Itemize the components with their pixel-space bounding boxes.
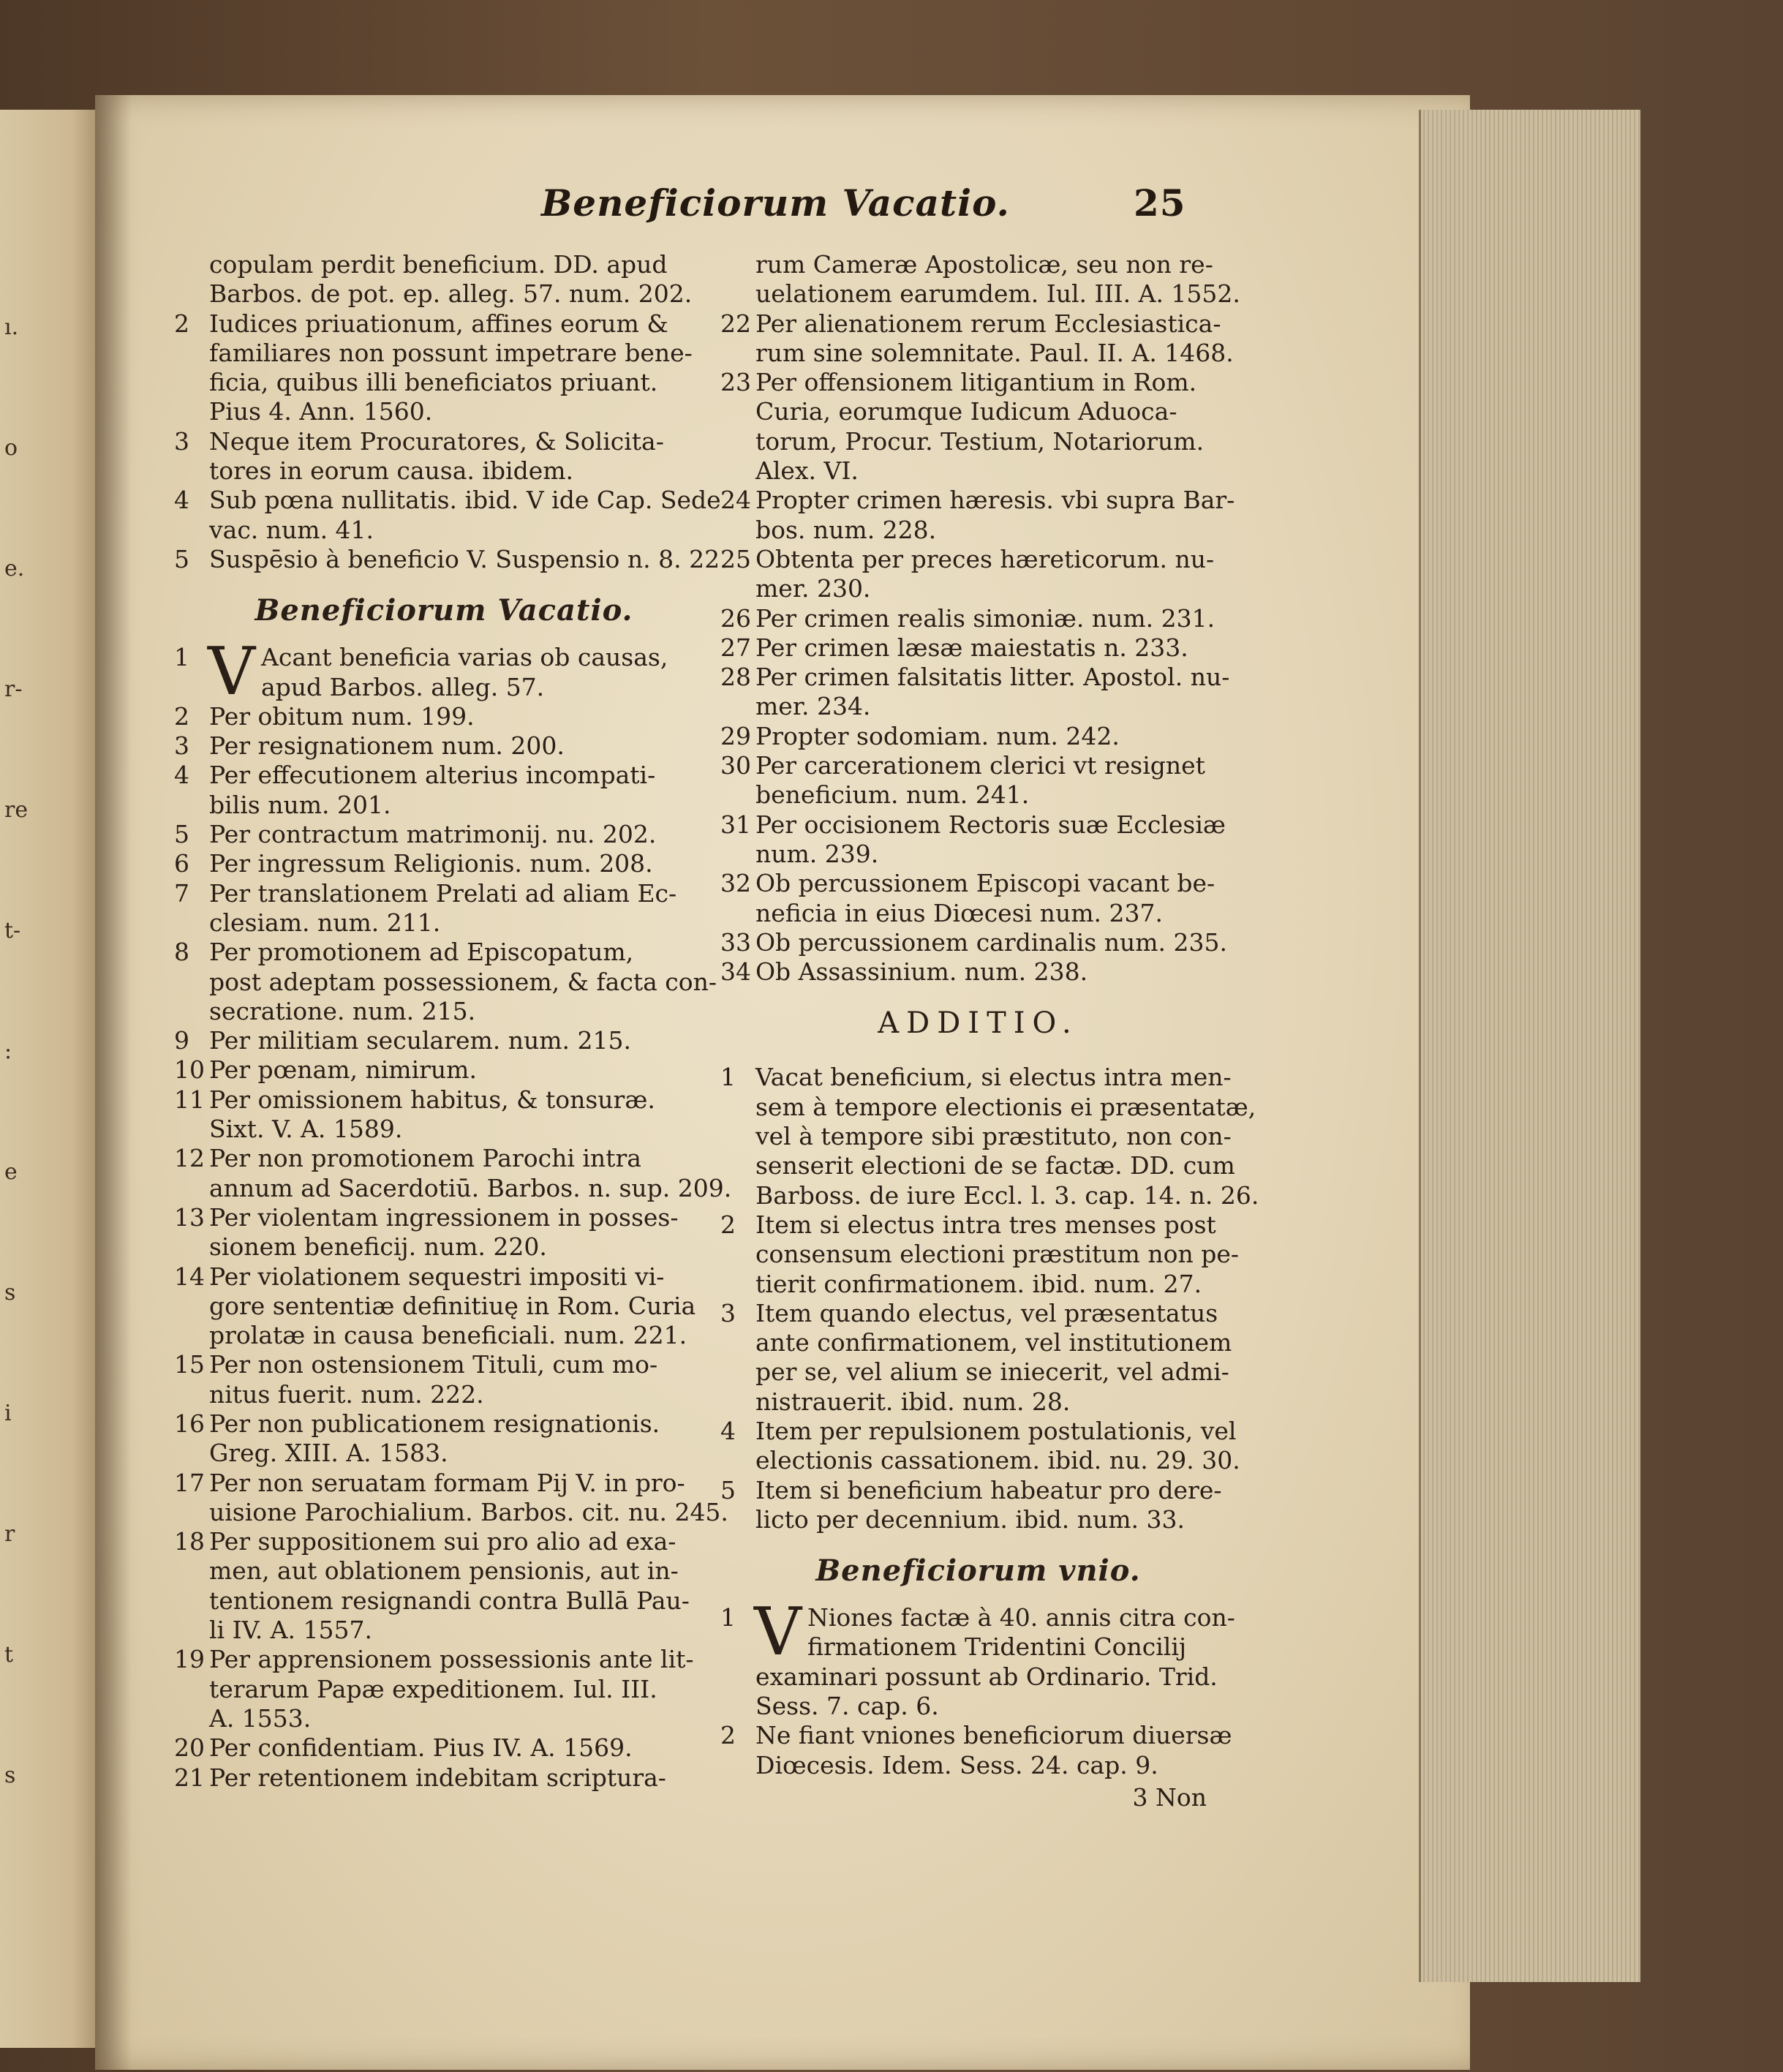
list-item (720, 545, 1236, 604)
entry-line: Item si electus intra tres menses post (755, 1210, 1216, 1239)
left-page-fragment: e. (4, 556, 25, 581)
entry-line: Per violationem sequestri impositi vi- (209, 1262, 665, 1291)
list-item (174, 1763, 714, 1793)
entry-line: prolatæ in causa beneficiali. num. 221. (209, 1321, 687, 1350)
entry-number: 24 (720, 486, 751, 515)
list-item (720, 1476, 1236, 1535)
entry-line: secratione. num. 215. (209, 996, 476, 1025)
entry-line: Per obitum num. 199. (209, 701, 475, 731)
entry-line: ante confirmationem, vel institutionem (755, 1328, 1232, 1357)
entry-number: 28 (720, 663, 751, 692)
list-item (174, 309, 714, 427)
left-page-fragment: t- (4, 918, 21, 943)
list-item (720, 1063, 1259, 1210)
entry-line: familiares non possunt impetrare bene- (209, 338, 693, 367)
entry-line: Sixt. V. A. 1589. (209, 1115, 403, 1144)
entry-line: nitus fuerit. num. 222. (209, 1379, 484, 1409)
entry-line: Item quando electus, vel præsentatus (755, 1298, 1218, 1327)
list-item (720, 309, 1236, 369)
entry-line: Per non publicationem resignationis. (209, 1409, 660, 1438)
entry-line: Item si beneficium habeatur pro dere- (755, 1475, 1222, 1504)
entry-number: 18 (174, 1527, 205, 1556)
list-item (720, 1721, 1236, 1780)
entry-line: mer. 230. (755, 574, 871, 603)
left-column (174, 250, 732, 1793)
entry-number: 6 (174, 849, 189, 878)
entry-line: clesiam. num. 211. (209, 908, 441, 937)
unio-first-entry (720, 1594, 1236, 1721)
entry-number: 8 (174, 938, 189, 967)
entry-line: Per occisionem Rectoris suæ Ecclesiæ (755, 810, 1226, 839)
list-item (720, 633, 1236, 663)
entry-number: 12 (174, 1144, 205, 1173)
entry-line: Per offensionem litigantium in Rom. (755, 368, 1197, 397)
entry-number: 16 (174, 1409, 205, 1438)
list-item (174, 1144, 732, 1203)
entry-line: Pius 4. Ann. 1560. (209, 397, 433, 426)
list-item (720, 869, 1236, 928)
left-page-fragment: i (4, 1401, 12, 1426)
right-column (720, 250, 1259, 1812)
entry-line: uelationem earumdem. Iul. III. A. 1552. (755, 279, 1240, 309)
left-page-fragment: s (4, 1280, 16, 1306)
page-title: Beneficiorum Vacatio. (541, 181, 1010, 225)
entry-line: Acant beneficia varias ob causas, (261, 643, 668, 672)
list-item (174, 731, 714, 761)
entry-line: Per resignationem num. 200. (209, 731, 565, 761)
entry-line: Ob Assassinium. num. 238. (755, 957, 1088, 987)
entry-number: 4 (174, 486, 189, 515)
list-item (720, 250, 1240, 309)
entry-line: Ne fiant vniones beneficiorum diuersæ (755, 1721, 1232, 1750)
entry-line: Propter crimen hæresis. vbi supra Bar- (755, 486, 1235, 515)
list-item (174, 849, 714, 878)
vacatio-entries (174, 701, 732, 1793)
entry-line: sionem beneficij. num. 220. (209, 1232, 547, 1262)
entry-line: Per apprensionem possessionis ante lit- (209, 1645, 694, 1674)
list-item (720, 486, 1236, 545)
list-item (720, 957, 1236, 987)
list-item (720, 368, 1236, 486)
entry-number: 31 (720, 810, 751, 839)
entry-line: Obtenta per preces hæreticorum. nu- (755, 544, 1215, 573)
entry-line: li IV. A. 1557. (209, 1616, 372, 1645)
list-item (720, 1210, 1239, 1299)
catchword: 3 Non (1132, 1782, 1207, 1812)
list-item (174, 486, 721, 545)
list-item (174, 544, 728, 574)
list-item (174, 761, 714, 820)
section-heading-unio: Beneficiorum vnio. (815, 1553, 1141, 1589)
entry-line: Per alienationem rerum Ecclesiastica- (755, 309, 1221, 338)
list-item (174, 820, 714, 849)
entry-line: neficia in eius Diœcesi num. 237. (755, 898, 1163, 927)
left-page-fragment: o (4, 435, 18, 461)
left-page-edge (0, 110, 105, 2048)
entry-line: Per confidentiam. Pius IV. A. 1569. (209, 1733, 633, 1763)
list-item (174, 1026, 714, 1055)
entry-line: uisione Parochialium. Barbos. cit. nu. 245. (209, 1497, 728, 1526)
list-item (174, 1055, 714, 1085)
entry-line: bos. num. 228. (755, 515, 937, 544)
entry-line: Item per repulsionem postulationis, vel (755, 1416, 1237, 1445)
entry-number: 3 (174, 731, 189, 761)
entry-number: 5 (720, 1475, 736, 1504)
left-page-fragment: s (4, 1763, 16, 1788)
list-item (174, 1085, 714, 1145)
entry-line: Per crimen falsitatis litter. Apostol. nu- (755, 663, 1230, 692)
entry-line: per se, vel alium se iniecerit, vel admi- (755, 1357, 1229, 1387)
entry-line: Diœcesis. Idem. Sess. 24. cap. 9. (755, 1750, 1158, 1779)
entry-number: 3 (174, 426, 189, 456)
running-head (541, 181, 1186, 225)
entry-line: A. 1553. (209, 1703, 312, 1733)
entry-line: apud Barbos. alleg. 57. (261, 672, 545, 701)
entry-number: 11 (174, 1085, 205, 1114)
list-item (174, 1350, 714, 1409)
page-number: 25 (1134, 181, 1186, 225)
entry-line: Barbos. de pot. ep. alleg. 57. num. 202. (209, 279, 693, 309)
list-item (174, 1733, 714, 1763)
entry-line: copulam perdit beneficium. DD. apud (209, 250, 668, 279)
list-item (720, 663, 1236, 722)
entry-line: Per non promotionem Parochi intra (209, 1144, 641, 1173)
entry-line: Per effecutionem alterius incompati- (209, 761, 656, 790)
entry-line: Ob percussionem Episcopi vacant be- (755, 869, 1215, 898)
entry-number: 23 (720, 368, 751, 397)
entry-number: 1 (720, 1603, 736, 1632)
entry-line: Alex. VI. (755, 456, 859, 486)
entry-line: Propter sodomiam. num. 242. (755, 721, 1120, 750)
list-item (720, 928, 1236, 957)
entry-number: 7 (174, 878, 189, 908)
entry-number: 27 (720, 633, 751, 662)
entry-line: Per non ostensionem Tituli, cum mo- (209, 1350, 658, 1379)
list-item (720, 604, 1236, 633)
list-item (720, 722, 1236, 751)
unio-entries (720, 1721, 1236, 1780)
list-item (720, 1299, 1236, 1417)
section-heading-vacatio: Beneficiorum Vacatio. (255, 593, 633, 628)
entry-line: Per translationem Prelati ad aliam Ec- (209, 878, 677, 908)
entry-line: nistrauerit. ibid. num. 28. (755, 1387, 1071, 1416)
left-page-fragment: e (4, 1159, 18, 1185)
entry-line: licto per decennium. ibid. num. 33. (755, 1504, 1185, 1534)
left-page-fragment: r (4, 1521, 15, 1547)
entry-number: 29 (720, 721, 751, 750)
list-item (720, 1416, 1240, 1476)
entry-line: examinari possunt ab Ordinario. Trid. (755, 1662, 1218, 1691)
left-column-entries (174, 250, 728, 574)
entry-line: electionis cassationem. ibid. nu. 29. 30. (755, 1446, 1240, 1475)
entry-number: 5 (174, 544, 189, 573)
entry-line: Niones factæ à 40. annis citra con- (807, 1603, 1235, 1632)
entry-line: Sub pœna nullitatis. ibid. V ide Cap. Sede (209, 486, 721, 515)
entry-line: Per non seruatam formam Pij V. in pro- (209, 1468, 685, 1497)
entry-line: Per militiam secularem. num. 215. (209, 1026, 632, 1055)
entry-number: 1 (720, 1063, 736, 1092)
entry-line: bilis num. 201. (209, 790, 391, 819)
entry-number: 1 (174, 643, 189, 672)
entry-line: beneficium. num. 241. (755, 780, 1030, 810)
entry-number: 2 (174, 309, 189, 338)
entry-line: tentionem resignandi contra Bullā Pau- (209, 1586, 690, 1615)
entry-number: 3 (720, 1298, 736, 1327)
entry-line: rum Cameræ Apostolicæ, seu non re- (755, 250, 1213, 279)
list-item (174, 702, 714, 731)
entry-line: vac. num. 41. (209, 515, 374, 544)
entry-line: men, aut oblationem pensionis, aut in- (209, 1556, 679, 1586)
list-item (174, 1645, 714, 1733)
entry-line: ficia, quibus illi beneficiatos priuant. (209, 368, 658, 397)
left-page-fragment: re (4, 797, 29, 823)
entry-line: Per ingressum Religionis. num. 208. (209, 849, 653, 878)
entry-line: post adeptam possessionem, & facta con- (209, 967, 717, 996)
list-item (174, 1468, 728, 1528)
entry-line: consensum electioni præstitum non pe- (755, 1240, 1239, 1269)
entry-line: Barboss. de iure Eccl. l. 3. cap. 14. n. 26. (755, 1180, 1259, 1210)
entry-line: Greg. XIII. A. 1583. (209, 1439, 448, 1468)
entry-line: num. 239. (755, 839, 879, 868)
left-page-fragment: : (4, 1039, 12, 1064)
entry-line: tores in eorum causa. ibidem. (209, 456, 574, 486)
entry-line: terarum Papæ expeditionem. Iul. III. (209, 1674, 657, 1703)
entry-number: 20 (174, 1733, 205, 1763)
list-item (720, 751, 1236, 810)
entry-number: 17 (174, 1468, 205, 1497)
entry-number: 4 (174, 761, 189, 790)
list-item (174, 1527, 714, 1645)
entry-line: gore sententiæ definitiuę in Rom. Curia (209, 1291, 696, 1320)
entry-line: Ob percussionem cardinalis num. 235. (755, 927, 1228, 957)
entry-line: Vacat beneficium, si electus intra men- (755, 1063, 1232, 1092)
entry-number: 4 (720, 1416, 736, 1445)
entry-line: vel à tempore sibi præstituto, non con- (755, 1122, 1232, 1151)
entry-number: 33 (720, 927, 751, 957)
list-item (174, 938, 717, 1026)
left-page-fragment: r- (4, 677, 23, 702)
entry-line: Neque item Procuratores, & Solicita- (209, 426, 664, 456)
page-fore-edge (1419, 110, 1640, 1982)
left-page-fragment: ı. (4, 314, 19, 340)
list-item (174, 1409, 714, 1469)
entry-line: Per contractum matrimonij. nu. 202. (209, 820, 657, 849)
gutter-shadow (95, 95, 132, 2070)
entry-line: annum ad Sacerdotiū. Barbos. n. sup. 209. (209, 1173, 732, 1202)
entry-line: senserit electioni de se factæ. DD. cum (755, 1151, 1235, 1180)
right-column-entries (720, 250, 1240, 987)
entry-number: 10 (174, 1055, 205, 1085)
entry-line: Per carcerationem clerici vt resignet (755, 751, 1205, 780)
entry-number: 30 (720, 751, 751, 780)
entry-number: 25 (720, 544, 751, 573)
vacatio-first-entry (174, 633, 714, 711)
entry-line: Iudices priuationum, affines eorum & (209, 309, 668, 338)
entry-line: mer. 234. (755, 692, 871, 721)
entry-line: Sess. 7. cap. 6. (755, 1692, 939, 1721)
entry-number: 2 (174, 701, 189, 731)
entry-number: 13 (174, 1202, 205, 1232)
entry-line: torum, Procur. Testium, Notariorum. (755, 426, 1205, 456)
entry-number: 34 (720, 957, 751, 987)
section-heading-additio: ADDITIO. (878, 1006, 1079, 1041)
drop-cap: V (754, 1594, 802, 1671)
entry-number: 2 (720, 1210, 736, 1239)
drop-cap: V (208, 633, 255, 711)
entry-line: Suspēsio à beneficio V. Suspensio n. 8. 22. (209, 544, 728, 573)
entry-number: 9 (174, 1026, 189, 1055)
entry-line: Per promotionem ad Episcopatum, (209, 938, 634, 967)
entry-number: 5 (174, 820, 189, 849)
entry-number: 22 (720, 309, 751, 338)
entry-number: 15 (174, 1350, 205, 1379)
entry-number: 14 (174, 1262, 205, 1291)
entry-line: Per omissionem habitus, & tonsuræ. (209, 1085, 655, 1114)
entry-line: Per suppositionem sui pro alio ad exa- (209, 1527, 676, 1556)
entry-line: Per retentionem indebitam scriptura- (209, 1763, 666, 1792)
entry-line: rum sine solemnitate. Paul. II. A. 1468. (755, 338, 1234, 367)
entry-line: sem à tempore electionis ei præsentatæ, (755, 1092, 1256, 1121)
entry-number: 2 (720, 1721, 736, 1750)
list-item (174, 427, 714, 486)
left-page-fragment: t (4, 1642, 14, 1668)
entry-line: firmationem Tridentini Concilij (807, 1632, 1187, 1662)
additio-entries (720, 1063, 1259, 1534)
entry-number: 26 (720, 603, 751, 633)
entry-line: Per crimen læsæ maiestatis n. 233. (755, 633, 1188, 662)
entry-line: Per violentam ingressionem in posses- (209, 1202, 679, 1232)
entry-number: 21 (174, 1763, 205, 1792)
list-item (174, 1262, 714, 1351)
entry-number: 19 (174, 1645, 205, 1674)
entry-line: tierit confirmationem. ibid. num. 27. (755, 1269, 1202, 1298)
list-item (174, 879, 714, 938)
entry-line: Per pœnam, nimirum. (209, 1055, 477, 1085)
entry-line: Curia, eorumque Iudicum Aduoca- (755, 397, 1177, 426)
list-item (174, 1203, 714, 1262)
entry-number: 32 (720, 869, 751, 898)
entry-line: Per crimen realis simoniæ. num. 231. (755, 603, 1215, 633)
list-item (720, 810, 1236, 870)
list-item (174, 250, 714, 309)
